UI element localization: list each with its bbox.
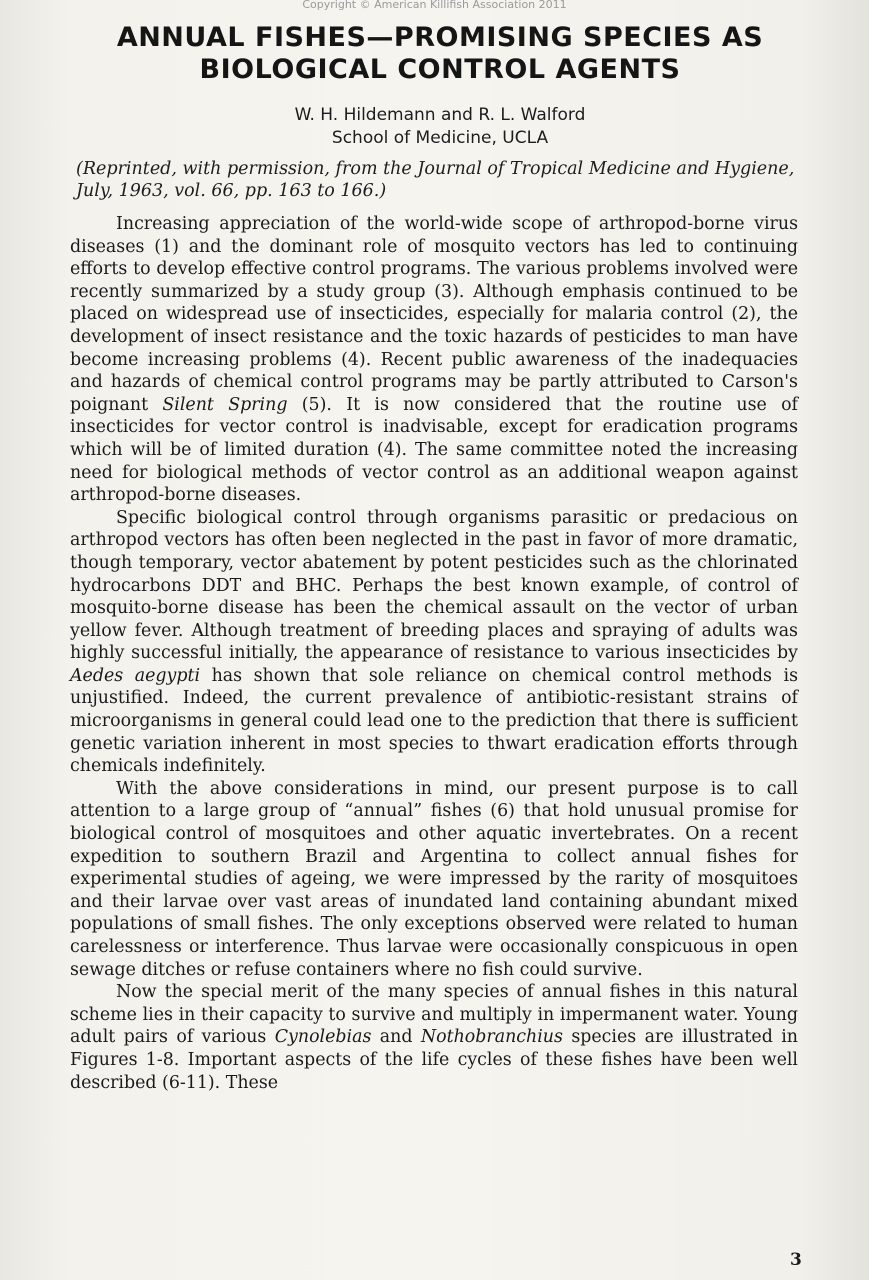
page-number: 3	[790, 1250, 802, 1270]
copyright-notice: Copyright © American Killifish Association 2011	[302, 0, 567, 11]
article-body	[70, 213, 798, 1094]
paragraph-3: With the above considerations in mind, our present purpose is to call attention to a large group of “annual” fishes (6) that hold unusual promise for biological control of mosquitoes and other aquatic invertebrates. On a recent expedition to southern Brazil and Argentina to collect annual fishes for experimental studies of ageing, we were impressed by the rarity of mosquitoes and their larvae over vast areas of inundated land containing abundant mixed populations of small fishes. The only exceptions observed were related to human carelessness or interference. Thus larvae were occasionally conspicuous in open sewage ditches or refuse containers where no fish could survive.	[70, 778, 798, 980]
paragraph-4: Now the special merit of the many species of annual fishes in this natural scheme lies in their capacity to survive and multiply in impermanent water. Young adult pairs of various Cynolebias and Nothobranchius species are illustrated in Figures 1-8. Important aspects of the life cycles of these fishes have been well described (6-11). These	[70, 982, 799, 1093]
author-block	[60, 104, 820, 150]
article-title	[60, 22, 820, 86]
paragraph-1: Increasing appreciation of the world-wide scope of arthropod-borne virus diseases (1) and the dominant role of mosquito vectors has led to continuing efforts to develop effective control programs. The various problems involved were recently summarized by a study group (3). Although emphasis continued to be placed on widespread use of insecticides, especially for malaria control (2), the development of insect resistance and the toxic hazards of pesticides to man have become increasing problems (4). Recent public awareness of the inadequacies and hazards of chemical control programs may be partly attributed to Carson's poignant Silent Spring (5). It is now considered that the routine use of insecticides for vector control is inadvisable, except for eradication programs which will be of limited duration (4). The same committee noted the increasing need for biological methods of vector control as an additional weapon against arthropod-borne diseases.	[70, 214, 798, 506]
title-line-2: BIOLOGICAL CONTROL AGENTS	[199, 54, 681, 85]
affiliation: School of Medicine, UCLA	[331, 128, 549, 148]
paragraph-2: Specific biological control through organisms parasitic or predacious on arthropod vectors has often been neglected in the past in favor of more dramatic, though temporary, vector abatement by potent pesticides such as the chlorinated hydrocarbons DDT and BHC. Perhaps the best known example, of control of mosquito-borne disease has been the chemical assault on the vector of urban yellow fever. Although treatment of breeding places and spraying of adults was highly successful initially, the appearance of resistance to various insecticides by Aedes aegypti has shown that sole reliance on chemical control methods is unjustified. Indeed, the current prevalence of antibiotic-resistant strains of microorganisms in general could lead one to the prediction that there is sufficient genetic variation inherent in most species to thwart eradication efforts through chemicals indefinitely.	[70, 507, 798, 777]
title-line-1: ANNUAL FISHES—PROMISING SPECIES AS	[116, 22, 764, 53]
reprint-note: (Reprinted, with permission, from the Journal of Tropical Medicine and Hygiene, July, 1963, vol. 66, pp. 163 to 166.)	[76, 159, 795, 201]
authors: W. H. Hildemann and R. L. Walford	[294, 105, 586, 125]
